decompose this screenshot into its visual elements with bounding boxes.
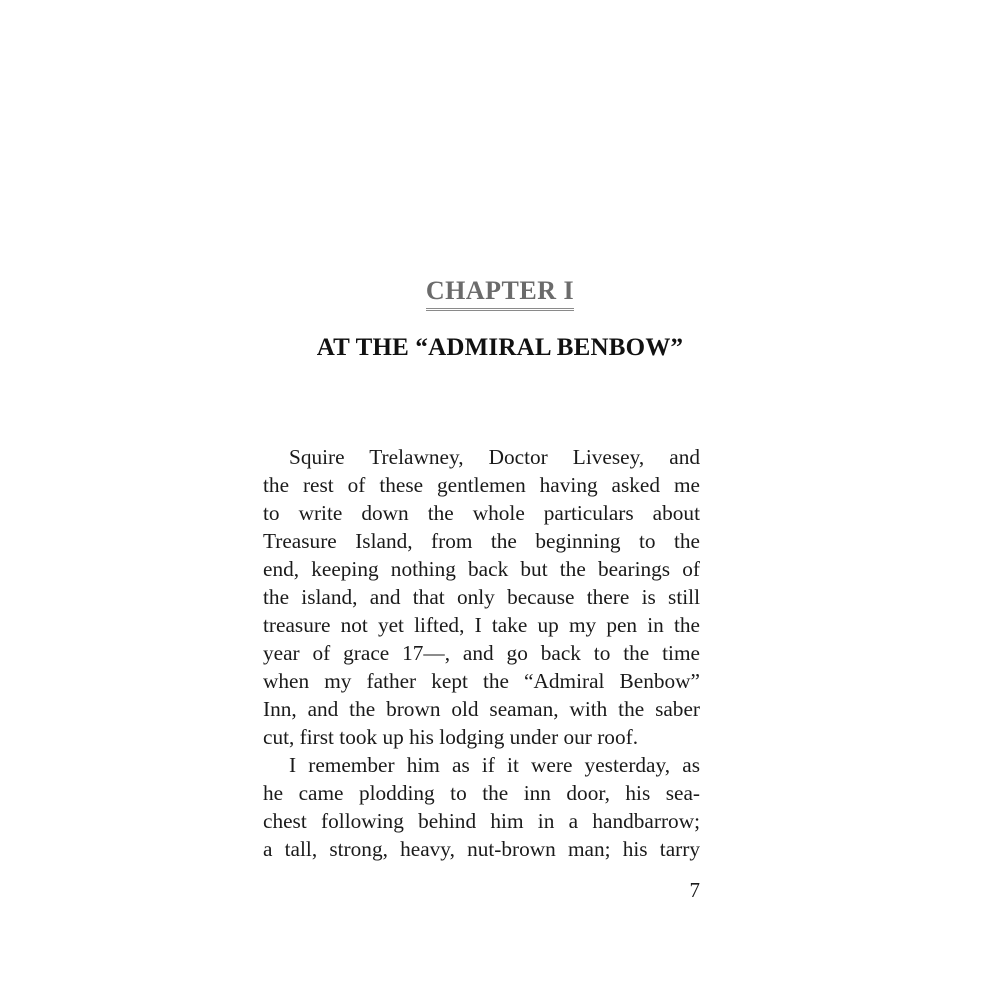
text-line: cut, first took up his lodging under our roof. <box>263 725 639 749</box>
text-line: end, keeping nothing back but the bearings of <box>263 557 700 581</box>
text-line: the island, and that only because there is still <box>263 585 700 609</box>
chapter-heading <box>0 276 1000 311</box>
text-line: a tall, strong, heavy, nut-brown man; his tarry <box>263 837 700 861</box>
text-line: Squire Trelawney, Doctor Livesey, and <box>289 445 700 469</box>
body-text <box>263 443 700 863</box>
page-number: 7 <box>689 878 700 902</box>
paragraph <box>263 751 700 863</box>
chapter-label: CHAPTER I <box>426 276 574 311</box>
paragraph <box>263 443 700 751</box>
text-line: he came plodding to the inn door, his sea- <box>263 781 700 805</box>
text-line: when my father kept the “Admiral Benbow” <box>263 669 700 693</box>
text-line: to write down the whole particulars about <box>263 501 700 525</box>
chapter-title: AT THE “ADMIRAL BENBOW” <box>316 334 684 361</box>
text-line: I remember him as if it were yesterday, as <box>289 753 700 777</box>
text-line: the rest of these gentlemen having asked me <box>263 473 700 497</box>
text-line: treasure not yet lifted, I take up my pen in the <box>263 613 700 637</box>
text-line: Treasure Island, from the beginning to the <box>263 529 700 553</box>
text-line: chest following behind him in a handbarrow; <box>263 809 700 833</box>
text-line: Inn, and the brown old seaman, with the saber <box>263 697 700 721</box>
text-line: year of grace 17—, and go back to the time <box>263 641 700 665</box>
